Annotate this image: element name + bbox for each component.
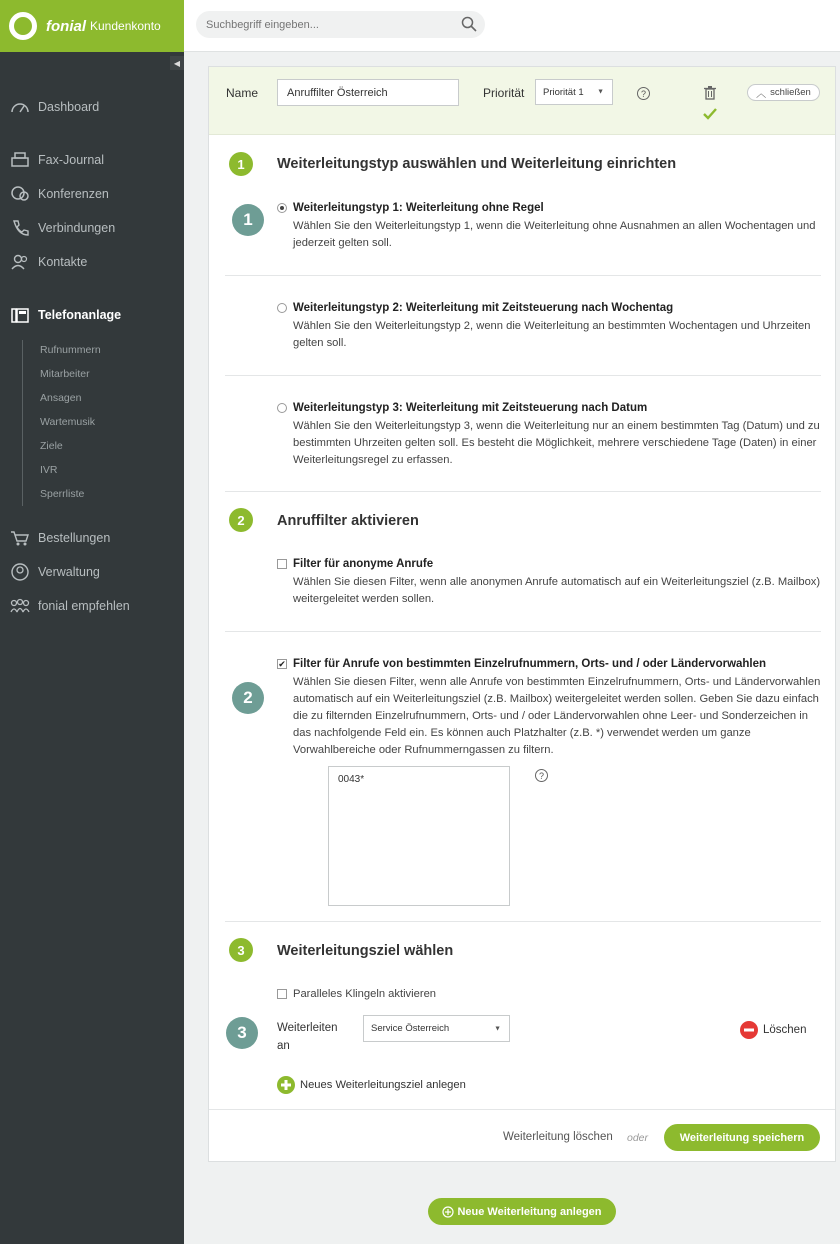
- target-badge: 3: [226, 1017, 258, 1049]
- checkbox-anonymous-filter[interactable]: [277, 559, 287, 569]
- option-1-desc: Wählen Sie den Weiterleitungstyp 1, wenn die Weiterleitung ohne Ausnahmen an allen Wochentagen und jederzeit gelten soll.: [293, 220, 816, 249]
- search-box: [196, 11, 485, 38]
- priority-label: Priorität: [483, 86, 525, 100]
- forward-label-to: an: [277, 1040, 290, 1052]
- filter-2-badge: 2: [232, 682, 264, 714]
- sidebar-item-bestellungen[interactable]: Bestellungen: [0, 526, 184, 550]
- section-1-title: Weiterleitungstyp auswählen und Weiterleitung einrichten: [277, 156, 677, 172]
- section-2-title: Anruffilter aktivieren: [277, 513, 419, 529]
- logo-brand: fonial: [46, 17, 86, 35]
- or-label: oder: [627, 1132, 649, 1144]
- sidebar-item-telefonanlage[interactable]: Telefonanlage: [0, 303, 184, 327]
- search-icon[interactable]: [461, 16, 477, 32]
- radio-type-2[interactable]: [277, 303, 287, 313]
- option-2-desc: Wählen Sie den Weiterleitungstyp 2, wenn die Weiterleitung an bestimmten Wochentagen und Uhrzeiten gelten soll.: [293, 320, 811, 349]
- option-3-desc: Wählen Sie den Weiterleitungstyp 3, wenn die Weiterleitung nur an einem bestimmten Tag (Datum) und zu bestimmten Uhrzeiten gelten soll. Es besteht die Möglichkeit, mehrere verschiedene Tage (Daten) in einer Weiterleitungsregel zu erfassen.: [293, 420, 820, 466]
- dashboard-icon: [10, 98, 30, 116]
- divider: [225, 631, 821, 632]
- close-button[interactable]: ︿ schließen: [747, 84, 820, 101]
- filter-1-title: Filter für anonyme Anrufe: [293, 558, 434, 570]
- user-circle-icon: [10, 563, 30, 581]
- recommend-icon: [10, 597, 30, 615]
- checkmark-icon[interactable]: [703, 108, 717, 120]
- option-3-title: Weiterleitungstyp 3: Weiterleitung mit Zeitsteuerung nach Datum: [293, 402, 648, 414]
- filter-2-title: Filter für Anrufe von bestimmten Einzelrufnummern, Orts- und / oder Ländervorwahlen: [293, 658, 767, 670]
- plus-circle-icon: [442, 1206, 454, 1218]
- footer-divider: [209, 1109, 835, 1110]
- logo-ring-icon: [9, 12, 37, 40]
- section-3-title: Weiterleitungsziel wählen: [277, 943, 454, 959]
- divider: [225, 275, 821, 276]
- conference-icon: [10, 185, 30, 203]
- sidebar-item-verbindungen[interactable]: Verbindungen: [0, 216, 184, 240]
- sidebar-item-fonial-empfehlen[interactable]: fonial empfehlen: [0, 594, 184, 618]
- subnav-item-rufnummern[interactable]: Rufnummern: [40, 344, 101, 356]
- number-filter-textarea[interactable]: 0043*: [328, 766, 510, 906]
- step-3-badge: 3: [229, 938, 253, 962]
- subnav-item-sperrliste[interactable]: Sperrliste: [40, 488, 85, 500]
- add-target-button[interactable]: Neues Weiterleitungsziel anlegen: [277, 1076, 466, 1094]
- filter-2-desc: Wählen Sie diesen Filter, wenn alle Anrufe von bestimmten Einzelrufnummern, Orts- und Ländervorwahlen automatisch auf ein Weiterleitungsziel (z.B. Mailbox) weitergeleitet werden sollen. Geben Sie dazu einfach die zu filternden Einzelrufnummern, Orts- und / oder Ländervorwahlen ohne Leer- und Sonderzeichen in das nachfolgende Feld ein. Es können auch Platzhalter (z.B. *) verwendet werden um ganze Vorwahlbereiche oder Rufnummerngassen zu filtern.: [293, 676, 821, 756]
- target-select[interactable]: Service Österreich ▼: [363, 1015, 510, 1042]
- help-icon[interactable]: ?: [535, 769, 548, 782]
- search-input[interactable]: [196, 11, 446, 38]
- collapse-sidebar-icon[interactable]: ◀: [170, 56, 184, 70]
- chevron-down-icon: ▼: [494, 1025, 501, 1032]
- sidebar-item-konferenzen[interactable]: Konferenzen: [0, 182, 184, 206]
- sidebar: [0, 0, 184, 1244]
- divider: [225, 491, 821, 492]
- sidebar-item-fax-journal[interactable]: Fax-Journal: [0, 148, 184, 172]
- divider: [225, 375, 821, 376]
- name-label: Name: [226, 86, 259, 100]
- phone-icon: [10, 219, 30, 237]
- priority-select[interactable]: Priorität 1 ▼: [535, 79, 613, 105]
- filter-1-desc: Wählen Sie diesen Filter, wenn alle anonymen Anrufe automatisch auf ein Weiterleitungsziel (z.B. Mailbox) weitergeleitet werden sollen.: [293, 576, 821, 605]
- step-2-badge: 2: [229, 508, 253, 532]
- cart-icon: [10, 529, 30, 547]
- step-1-badge: 1: [229, 152, 253, 176]
- parallel-ringing-label: Paralleles Klingeln aktivieren: [293, 988, 437, 1000]
- divider: [225, 921, 821, 922]
- delete-forwarding-link[interactable]: Weiterleitung löschen: [503, 1131, 613, 1143]
- sidebar-item-dashboard[interactable]: Dashboard: [0, 95, 184, 119]
- subnav-item-ivr[interactable]: IVR: [40, 464, 58, 476]
- option-1-title: Weiterleitungstyp 1: Weiterleitung ohne Regel: [293, 202, 544, 214]
- option-2-title: Weiterleitungstyp 2: Weiterleitung mit Zeitsteuerung nach Wochentag: [293, 302, 674, 314]
- logo[interactable]: [0, 0, 184, 52]
- radio-type-3[interactable]: [277, 403, 287, 413]
- fax-icon: [10, 151, 30, 169]
- subnav-item-ziele[interactable]: Ziele: [40, 440, 63, 452]
- logo-subtitle: Kundenkonto: [90, 19, 161, 33]
- trash-icon[interactable]: [704, 86, 716, 100]
- name-input[interactable]: Anruffilter Österreich: [277, 79, 459, 106]
- sidebar-item-verwaltung[interactable]: Verwaltung: [0, 560, 184, 584]
- new-forwarding-button[interactable]: Neue Weiterleitung anlegen: [428, 1198, 616, 1225]
- subnav-item-wartemusik[interactable]: Wartemusik: [40, 416, 96, 428]
- plus-circle-icon: [277, 1076, 295, 1094]
- topbar: [184, 0, 840, 52]
- checkbox-number-filter[interactable]: ✔: [278, 659, 286, 669]
- delete-target-button[interactable]: Löschen: [740, 1021, 806, 1039]
- minus-circle-icon: [740, 1021, 758, 1039]
- subnav-item-mitarbeiter[interactable]: Mitarbeiter: [40, 368, 90, 380]
- chevron-up-icon: ︿: [756, 89, 767, 100]
- panel-header: [209, 67, 835, 135]
- option-1-badge: 1: [232, 204, 264, 236]
- sidebar-item-kontakte[interactable]: Kontakte: [0, 250, 184, 274]
- chevron-down-icon: ▼: [597, 88, 604, 96]
- forwarding-panel: [208, 66, 836, 1162]
- save-forwarding-button[interactable]: Weiterleitung speichern: [664, 1124, 820, 1151]
- forward-label: Weiterleiten: [277, 1022, 338, 1034]
- checkbox-parallel-ringing[interactable]: [277, 989, 287, 999]
- subnav: [22, 340, 172, 506]
- subnav-item-ansagen[interactable]: Ansagen: [40, 392, 82, 404]
- radio-type-1[interactable]: [277, 203, 287, 213]
- help-icon[interactable]: ?: [637, 87, 650, 100]
- phone-system-icon: [10, 306, 30, 324]
- contacts-icon: [10, 253, 30, 271]
